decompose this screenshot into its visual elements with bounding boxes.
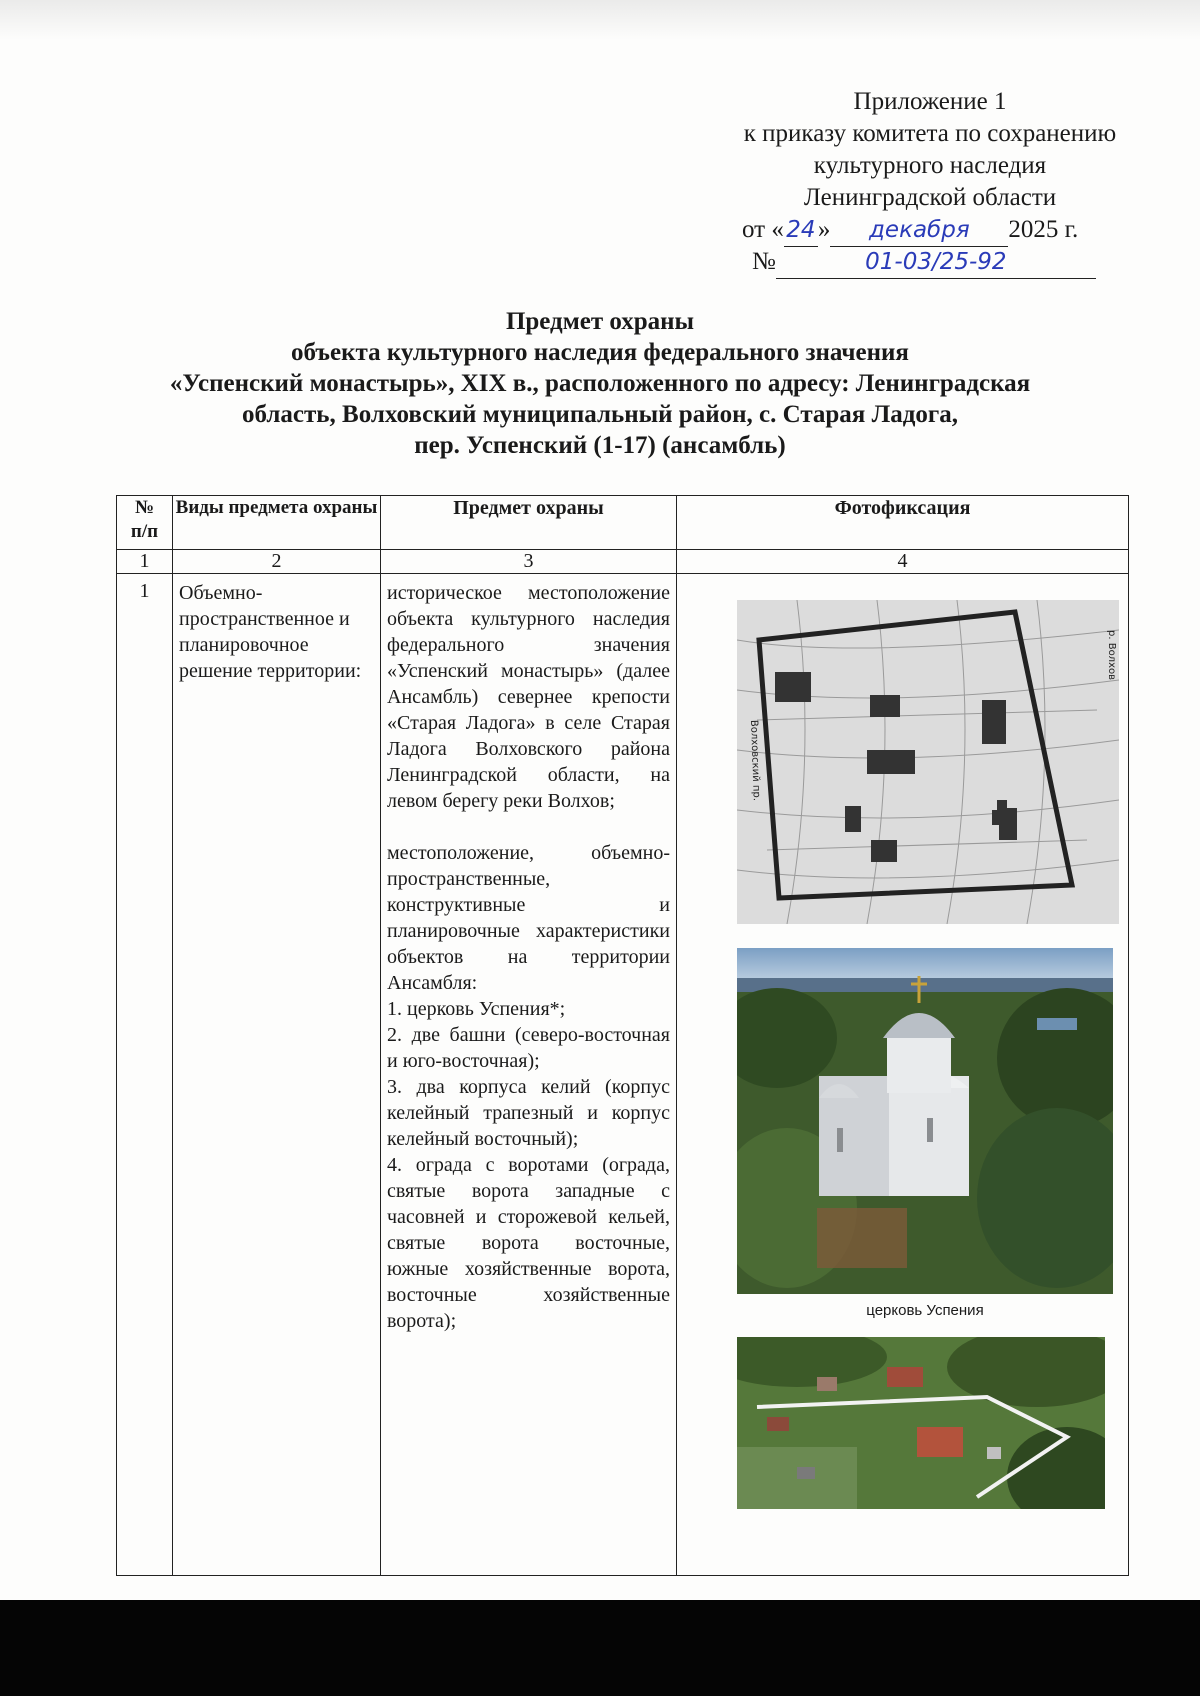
row-number: 1 (117, 574, 173, 1576)
date-month: декабря (869, 217, 970, 243)
church-photo-caption: церковь Успения (866, 1302, 984, 1319)
scan-smudge (0, 0, 1200, 40)
date-prefix: от « (742, 216, 784, 243)
column-number-3: 3 (381, 550, 677, 574)
aerial-photo-drawing (737, 1337, 1105, 1509)
appendix-line-3: культурного наследия (813, 152, 1047, 179)
title-line-2: объекта культурного наследия федерального значения (291, 339, 909, 366)
appendix-title: Приложение 1 (853, 88, 1007, 115)
header-number (117, 496, 173, 550)
row-type: Объемно-пространственное и планировочное решение территории: (173, 574, 381, 1576)
protection-table (116, 495, 1129, 1576)
church-drum (887, 1033, 951, 1093)
building-1 (775, 672, 811, 702)
building-3 (982, 700, 1006, 744)
title-line-5: пер. Успенский (1-17) (ансамбль) (414, 432, 786, 459)
column-number-4: 4 (677, 550, 1129, 574)
document-title (40, 306, 1160, 461)
order-number: 01-03/25-92 (865, 249, 1007, 275)
title-line-4: область, Волховский муниципальный район, с. Старая Ладога, (242, 401, 958, 428)
subject-item-1: 1. церковь Успения*; (387, 998, 566, 1020)
subject-item-2: 2. две башни (северо-восточная и юго-восточная); (387, 1024, 670, 1072)
site-plan-drawing (737, 600, 1119, 924)
subject-paragraph-1: историческое местоположение объекта культурного наследия федерального значения «Успенский монастырь» (далее Ансамбль) севернее крепости «Старая Ладога» в селе Старая Ладога Волховского района Ленинградской области, на левом берегу реки Волхов; (387, 582, 670, 812)
column-number-2: 2 (173, 550, 381, 574)
aerial-church (917, 1427, 963, 1457)
building-2 (870, 695, 900, 717)
site-plan-image (737, 600, 1119, 924)
appendix-block (690, 86, 1170, 278)
map-label-lane: Волховский пр. (748, 719, 762, 802)
building-main-church (867, 750, 915, 774)
header-photo: Фотофиксация (677, 496, 1129, 550)
appendix-number-line (690, 246, 1170, 278)
building-6 (871, 840, 897, 862)
header-subject: Предмет охраны (381, 496, 677, 550)
church-photo-drawing (737, 948, 1113, 1294)
date-day-field (784, 214, 818, 247)
date-day: 24 (786, 217, 816, 243)
church-photo (737, 948, 1113, 1294)
table-header-row (117, 496, 1129, 550)
header-number-sign: № (134, 497, 155, 518)
scan-bottom-border (0, 1600, 1200, 1696)
building-5 (845, 806, 861, 832)
appendix-date-line (690, 214, 1170, 246)
table-row (117, 574, 1129, 1576)
date-month-field (830, 214, 1008, 247)
date-year: 2025 г. (1008, 216, 1079, 243)
header-types: Виды предмета охраны (173, 496, 381, 550)
subject-paragraph-2: местоположение, объемно-пространственные, конструктивные и планировочные характеристики объектов на территории Ансамбля: (387, 842, 670, 994)
date-mid: » (817, 216, 831, 243)
column-number-1: 1 (117, 550, 173, 574)
header-number-pp: п/п (130, 521, 159, 542)
appendix-line-4: Ленинградской области (803, 184, 1057, 211)
row-photos (677, 574, 1129, 1576)
title-line-3: «Успенский монастырь», XIX в., расположенного по адресу: Ленинградская (169, 370, 1031, 397)
title-line-1: Предмет охраны (505, 308, 695, 335)
order-number-field (776, 246, 1096, 279)
appendix-line-2: к приказу комитета по сохранению (743, 120, 1117, 147)
subject-item-3: 3. два корпуса келий (корпус келейный трапезный и корпус келейный восточный); (387, 1076, 670, 1150)
map-label-river: р. Волхов (1106, 630, 1117, 681)
column-number-row (117, 550, 1129, 574)
number-label: № (752, 248, 776, 275)
monastery-aerial-photo (737, 1337, 1105, 1509)
subject-item-4: 4. ограда с воротами (ограда, святые ворота западные с часовней и сторожевой кельей, святые ворота восточные, южные хозяйственные ворота, восточные хозяйственные ворота); (387, 1154, 670, 1332)
row-subject (381, 574, 677, 1576)
